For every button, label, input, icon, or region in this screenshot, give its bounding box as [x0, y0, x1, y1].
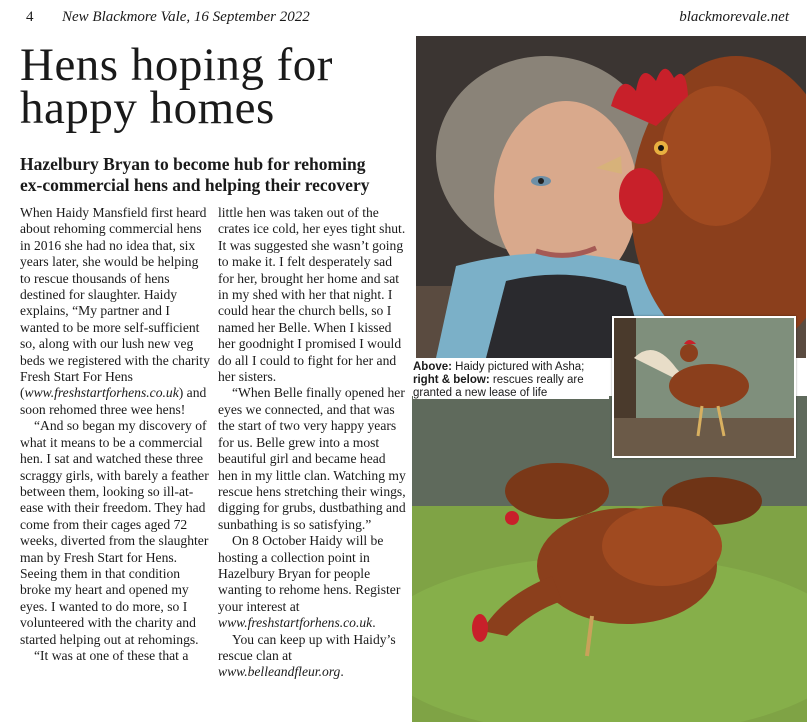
- body-text: .: [372, 615, 376, 631]
- body-text: When Haidy Mansfield first heard about rehoming commercial hens in 2016 she had no idea that, six years later, she would be helping to rescue thousands of hens destined for slaughter. Haidy explains, “My partner and I wanted to be more self-sufficient so, along with our lush new veg beds we registered with the charity Fresh Start For Hens (: [20, 205, 210, 401]
- article-column-2: [218, 205, 408, 681]
- body-text: On 8 October Haidy will be hosting a collection point in Hazelbury Bryan for people wanting to rehome hens. Register your interest at: [218, 533, 401, 614]
- photo-caption: [413, 359, 609, 399]
- masthead: New Blackmore Vale, 16 September 2022: [62, 9, 310, 25]
- caption-label-right: right & below:: [413, 374, 490, 386]
- paragraph: [218, 632, 408, 681]
- photo-woman-with-hen: [416, 36, 806, 358]
- body-text: ) and soon rehomed three wee hens!: [20, 385, 207, 417]
- belleandfleur-link[interactable]: www.belleandfleur.org: [218, 664, 341, 680]
- headline-line-1: Hens hoping for: [20, 39, 333, 91]
- paragraph: “When Belle finally opened her eyes we connected, and that was the start of two very happy years for us. Belle grew into a most beautiful girl and became head hen in my little clan. Watching my rescue hens stretching their wings, digging for grubs, dustbathing and sunbathing is so satisfying.”: [218, 385, 406, 532]
- paragraph: [20, 205, 210, 418]
- headline: [20, 39, 395, 134]
- subhead-line-1: Hazelbury Bryan to become hub for rehoming: [20, 154, 366, 174]
- caption-text-right: rescues really are granted a new lease of life: [413, 374, 584, 399]
- body-text: You can keep up with Haidy’s rescue clan at: [218, 631, 396, 663]
- article-column-1: [20, 205, 210, 664]
- paragraph: “And so began my discovery of what it means to be a commercial hen. I sat and watched these three scraggy girls, with barely a feather between them, looking so ill-at-ease with their freedom. They had come from their cages aged 72 weeks, diverted from the slaughter man by Fresh Start for Hens. Seeing them in that condition broke my heart and opened my eyes. I wanted to do more, so I volunteered with the charity and started helping out at rehomings.: [20, 418, 209, 647]
- photo-hen-stretching-art: [614, 318, 794, 456]
- subheadline: [20, 154, 410, 196]
- charity-link[interactable]: www.freshstartforhens.co.uk: [24, 385, 179, 401]
- photo-hen-stretching: [612, 316, 796, 458]
- paragraph: “It was at one of these that a: [34, 647, 189, 663]
- headline-line-2: happy homes: [20, 82, 275, 134]
- subhead-line-2: ex-commercial hens and helping their recovery: [20, 175, 370, 195]
- page-number: 4: [26, 9, 34, 25]
- website-url: blackmorevale.net: [679, 9, 789, 25]
- body-text: .: [340, 664, 344, 680]
- caption-label-above: Above:: [413, 361, 452, 373]
- paragraph: [218, 533, 408, 631]
- caption-text-above: Haidy pictured with Asha;: [451, 361, 585, 373]
- photo-woman-with-hen-art: [416, 36, 806, 358]
- paragraph: little hen was taken out of the crates ice cold, her eyes tight shut. It was suggested she wasn’t going to make it. I felt desperately sad for her, brought her home and sat in my shed with her that night. I could hear the church bells, so I named her Belle. When I kissed her goodnight I promised I would do all I could to fight for her and her sisters.: [218, 205, 406, 385]
- charity-link[interactable]: www.freshstartforhens.co.uk: [218, 615, 373, 631]
- page-header: [0, 0, 807, 30]
